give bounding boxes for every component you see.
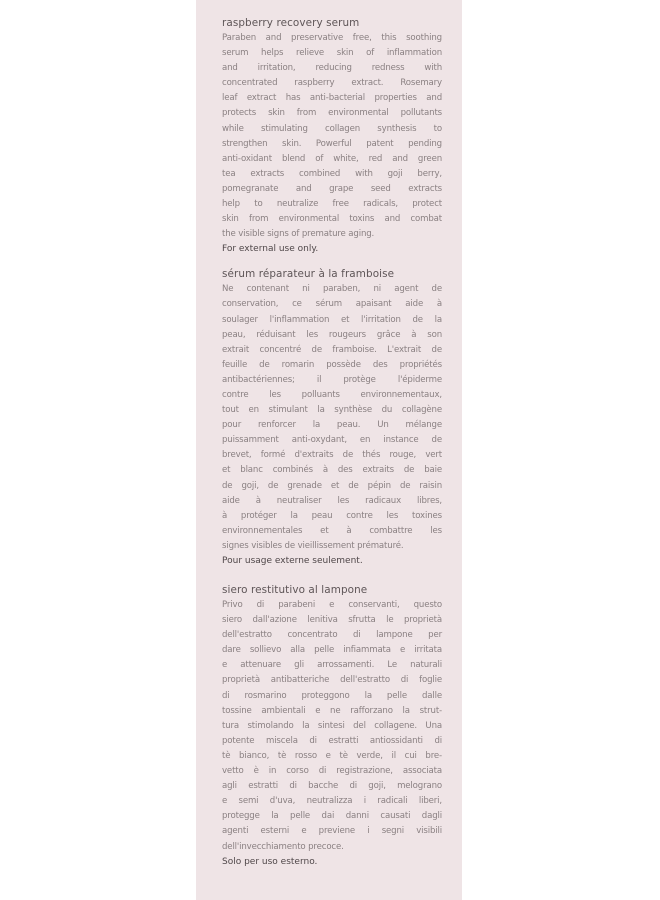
body-line: pomegranate and grape seed extracts	[222, 183, 442, 194]
body-line: de goji, de grenade et de pépin de raisin	[222, 480, 442, 491]
body-line: feuille de romarin possède des propriétés	[222, 359, 442, 370]
body-line: di rosmarino proteggono la pelle dalle	[222, 690, 442, 701]
body-line: anti-oxidant blend of white, red and green	[222, 153, 442, 164]
body-line: while stimulating collagen synthesis to	[222, 123, 442, 134]
section-english	[222, 16, 442, 257]
body-line: tura stimolando la sintesi del collagene. Una	[222, 720, 442, 731]
usage-note-french: Pour usage externe seulement.	[222, 556, 363, 566]
section-french	[222, 267, 442, 569]
body-line: tout en stimulant la synthèse du collagène	[222, 405, 442, 416]
body-line: brevet, formé d'extraits de thés rouge, vert	[222, 450, 442, 461]
body-line: peau, réduisant les rougeurs grâce à son	[222, 329, 442, 340]
body-line: à protéger la peau contre les toxines	[222, 510, 442, 521]
body-line: et blanc combinés à des extraits de baie	[222, 465, 442, 476]
section-heading-italian: siero restitutivo al lampone	[222, 584, 368, 596]
section-body-english	[222, 31, 442, 242]
body-line: skin from environmental toxins and combat	[222, 214, 442, 225]
body-line: aide à neutraliser les radicaux libres,	[222, 495, 442, 506]
body-line: agli estratti di bacche di goji, melograno	[222, 781, 442, 792]
body-line: dell'invecchiamento precoce.	[222, 841, 344, 852]
body-line: antibactériennes; il protège l'épiderme	[222, 374, 442, 385]
body-line: serum helps relieve skin of inflammation	[222, 48, 442, 59]
body-line: soulager l'inflammation et l'irritation de la	[222, 314, 442, 325]
body-line: agenti esterni e previene i segni visibili	[222, 826, 442, 837]
body-line: environnementales et à combattre les	[222, 525, 442, 536]
body-line: strengthen skin. Powerful patent pending	[222, 138, 442, 149]
body-line: siero dall'azione lenitiva sfrutta le proprietà	[222, 615, 442, 626]
section-heading-english: raspberry recovery serum	[222, 17, 360, 29]
body-line: pour renforcer la peau. Un mélange	[222, 420, 442, 431]
section-italian	[222, 583, 442, 870]
section-body-french	[222, 282, 442, 554]
body-line: concentrated raspberry extract. Rosemary	[222, 78, 442, 89]
body-line: and irritation, reducing redness with	[222, 63, 442, 74]
body-line: conservation, ce sérum apaisant aide à	[222, 299, 442, 310]
body-line: puissamment anti-oxydant, en instance de	[222, 435, 442, 446]
usage-note-italian: Solo per uso esterno.	[222, 856, 318, 867]
body-line: vetto è in corso di registrazione, associata	[222, 766, 442, 777]
body-line: tè bianco, tè rosso e tè verde, il cui bre-	[222, 750, 442, 761]
body-line: dell'estratto concentrato di lampone per	[222, 630, 442, 641]
body-line: protects skin from environmental pollutants	[222, 108, 442, 119]
body-line: signes visibles de vieillissement prématuré.	[222, 540, 404, 551]
body-line: tossine ambientali e ne rafforzano la strut-	[222, 705, 442, 716]
section-heading-french: sérum réparateur à la framboise	[222, 268, 395, 281]
body-line: extrait concentré de framboise. L'extrait de	[222, 344, 442, 355]
body-line: Paraben and preservative free, this soothing	[222, 33, 442, 43]
body-line: e semi d'uva, neutralizza i radicali liberi,	[222, 796, 442, 807]
section-body-italian	[222, 598, 442, 855]
body-line: proprietà antibatteriche dell'estratto di foglie	[222, 675, 442, 686]
body-line: tea extracts combined with goji berry,	[222, 168, 442, 179]
body-line: Privo di parabeni e conservanti, questo	[222, 600, 442, 610]
usage-note-english: For external use only.	[222, 244, 319, 255]
body-line: protegge la pelle dai danni causati dagli	[222, 811, 442, 822]
body-line: help to neutralize free radicals, protect	[222, 199, 442, 210]
body-line: the visible signs of premature aging.	[222, 229, 375, 240]
body-line: e attenuare gli arrossamenti. Le naturali	[222, 660, 442, 671]
body-line: potente miscela di estratti antiossidanti di	[222, 735, 442, 746]
body-line: dare sollievo alla pelle infiammata e irritata	[222, 645, 442, 656]
body-line: contre les polluants environnementaux,	[222, 389, 442, 400]
body-line: leaf extract has anti-bacterial properties and	[222, 93, 442, 104]
body-line: Ne contenant ni paraben, ni agent de	[222, 284, 442, 295]
product-label-panel	[196, 0, 462, 900]
